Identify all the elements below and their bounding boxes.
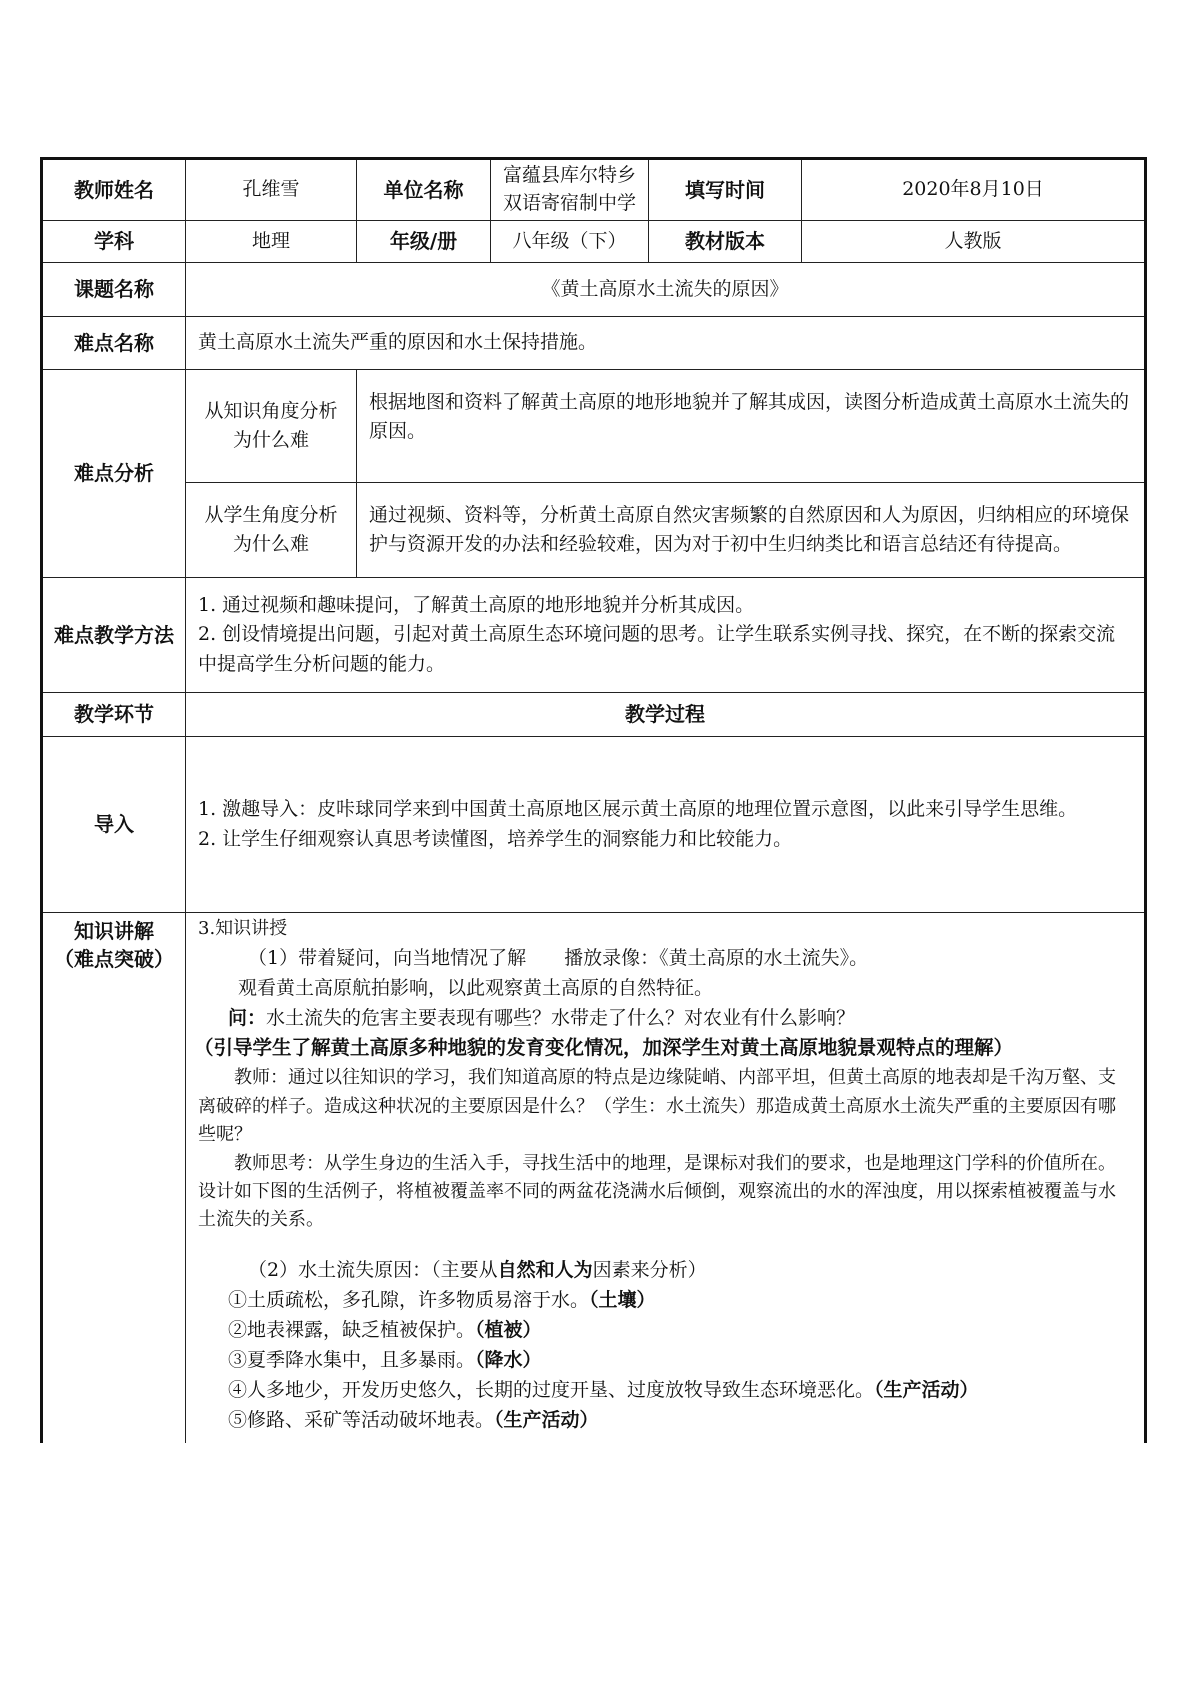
process-header-row <box>42 693 1146 737</box>
topic-value: 《黄土高原水土流失的原因》 <box>186 263 1146 317</box>
intro-line-1: 1. 激趣导入：皮咔球同学来到中国黄土高原地区展示黄土高原的地理位置示意图，以此来引导学生思维。 <box>198 798 1078 821</box>
knowledge-label-line1: 知识讲解 <box>74 919 154 943</box>
knowledge-angle-label <box>186 370 357 483</box>
stage-header: 教学环节 <box>42 693 186 737</box>
edition-value: 人教版 <box>802 221 1146 263</box>
knowledge-label-line2: （难点突破） <box>54 947 174 971</box>
knowledge-p4: （引导学生了解黄土高原多种地貌的发育变化情况，加深学生对黄土高原地貌景观特点的理解） <box>194 1036 1014 1060</box>
method-line-1: 1. 通过视频和趣味提问，了解黄土高原的地形地貌并分析其成因。 <box>198 593 755 616</box>
reason-1 <box>198 1285 1132 1315</box>
knowledge-p7 <box>198 1255 1132 1285</box>
difficulty-row <box>42 317 1146 370</box>
knowledge-content <box>186 913 1146 1443</box>
student-angle-label <box>186 483 357 578</box>
unit-name <box>491 159 649 221</box>
teacher-label: 教师姓名 <box>42 159 186 221</box>
method-label: 难点教学方法 <box>42 578 186 693</box>
reason-intro-c: 因素来分析） <box>592 1258 707 1281</box>
reason-intro-bold: 自然和人为 <box>497 1258 593 1281</box>
info-row-2 <box>42 221 1146 263</box>
analysis-row-knowledge <box>42 370 1146 483</box>
reason-5-text: ⑤修路、采矿等活动破坏地表。 <box>228 1408 495 1431</box>
knowledge-p2: 观看黄土高原航拍影响，以此观察黄土高原的自然特征。 <box>238 977 714 1000</box>
method-line-2: 2. 创设情境提出问题，引起对黄土高原生态环境问题的思考。让学生联系实例寻找、探究，在不断的探索交流中提高学生分析问题的能力。 <box>198 623 1116 675</box>
lesson-plan-page <box>40 157 1144 1443</box>
knowledge-p5: 教师：通过以往知识的学习，我们知道高原的特点是边缘陡峭、内部平坦，但黄土高原的地表却是千沟万壑、支离破碎的样子。造成这种状况的主要原因是什么？（学生：水土流失）那造成黄土高原水土流失严重的主要原因有哪些呢？ <box>198 1067 1116 1146</box>
reason-1-tag: （土壤） <box>589 1288 656 1311</box>
knowledge-row <box>42 913 1146 1443</box>
spacer <box>198 1235 1132 1255</box>
info-row-1 <box>42 159 1146 221</box>
reason-4 <box>198 1375 1132 1405</box>
intro-text <box>186 737 1146 913</box>
intro-label: 导入 <box>42 737 186 913</box>
question-prefix: 问： <box>228 1007 267 1030</box>
unit-label: 单位名称 <box>357 159 491 221</box>
reason-3-text: ③夏季降水集中，且多暴雨。 <box>228 1348 476 1371</box>
intro-line-2: 2. 让学生仔细观察认真思考读懂图，培养学生的洞察能力和比较能力。 <box>198 827 793 850</box>
difficulty-label: 难点名称 <box>42 317 186 370</box>
student-angle-line2: 为什么难 <box>232 533 309 555</box>
subject-value: 地理 <box>186 221 357 263</box>
date-value: 2020年8月10日 <box>802 159 1146 221</box>
reason-3-tag: （降水） <box>475 1348 542 1371</box>
reason-4-tag: （生产活动） <box>874 1378 979 1401</box>
reason-2-tag: （植被） <box>475 1318 542 1341</box>
knowledge-p1: （1）带着疑问，向当地情况了解 播放录像：《黄土高原的水土流失》。 <box>248 947 869 970</box>
intro-row <box>42 737 1146 913</box>
analysis-label: 难点分析 <box>42 370 186 578</box>
knowledge-p0: 3.知识讲授 <box>198 918 288 939</box>
grade-value: 八年级（下） <box>491 221 649 263</box>
topic-label: 课题名称 <box>42 263 186 317</box>
reason-intro-a: （2）水土流失原因：（主要从 <box>248 1258 498 1281</box>
subject-label: 学科 <box>42 221 186 263</box>
lesson-plan-table <box>40 157 1147 1443</box>
method-text <box>186 578 1146 693</box>
unit-name-line1: 富蕴县库尔特乡 <box>502 164 636 187</box>
method-row <box>42 578 1146 693</box>
knowledge-angle-line1: 从知识角度分析 <box>204 399 338 422</box>
knowledge-p3 <box>198 1003 1132 1033</box>
edition-label: 教材版本 <box>649 221 802 263</box>
reason-4-text: ④人多地少，开发历史悠久，长期的过度开垦、过度放牧导致生态环境恶化。 <box>228 1378 875 1401</box>
student-angle-text: 通过视频、资料等，分析黄土高原自然灾害频繁的自然原因和人为原因，归纳相应的环境保护与资源开发的办法和经验较难，因为对于初中生归纳类比和语言总结还有待提高。 <box>357 483 1146 578</box>
reason-2 <box>198 1315 1132 1345</box>
question-text: 水土流失的危害主要表现有哪些？水带走了什么？对农业有什么影响？ <box>266 1007 856 1030</box>
reason-2-text: ②地表裸露，缺乏植被保护。 <box>228 1318 476 1341</box>
student-angle-line1: 从学生角度分析 <box>204 503 338 526</box>
knowledge-angle-text: 根据地图和资料了解黄土高原的地形地貌并了解其成因，读图分析造成黄土高原水土流失的原因。 <box>357 370 1146 483</box>
knowledge-p6: 教师思考：从学生身边的生活入手，寻找生活中的地理，是课标对我们的要求，也是地理这门学科的价值所在。设计如下图的生活例子，将植被覆盖率不同的两盆花浇满水后倾倒，观察流出的水的浑浊度，用以探索植被覆盖与水土流失的关系。 <box>198 1152 1116 1231</box>
reason-5-tag: （生产活动） <box>494 1408 599 1431</box>
analysis-row-student <box>42 483 1146 578</box>
unit-name-line2: 双语寄宿制中学 <box>502 192 636 214</box>
teacher-name: 孔维雪 <box>186 159 357 221</box>
knowledge-angle-line2: 为什么难 <box>232 429 309 451</box>
reason-3 <box>198 1345 1132 1375</box>
reason-5 <box>198 1405 1132 1435</box>
difficulty-value: 黄土高原水土流失严重的原因和水土保持措施。 <box>186 317 1146 370</box>
date-label: 填写时间 <box>649 159 802 221</box>
knowledge-label <box>42 913 186 1443</box>
topic-row <box>42 263 1146 317</box>
grade-label: 年级/册 <box>357 221 491 263</box>
reason-1-text: ①土质疏松，多孔隙，许多物质易溶于水。 <box>228 1288 590 1311</box>
process-header: 教学过程 <box>186 693 1146 737</box>
